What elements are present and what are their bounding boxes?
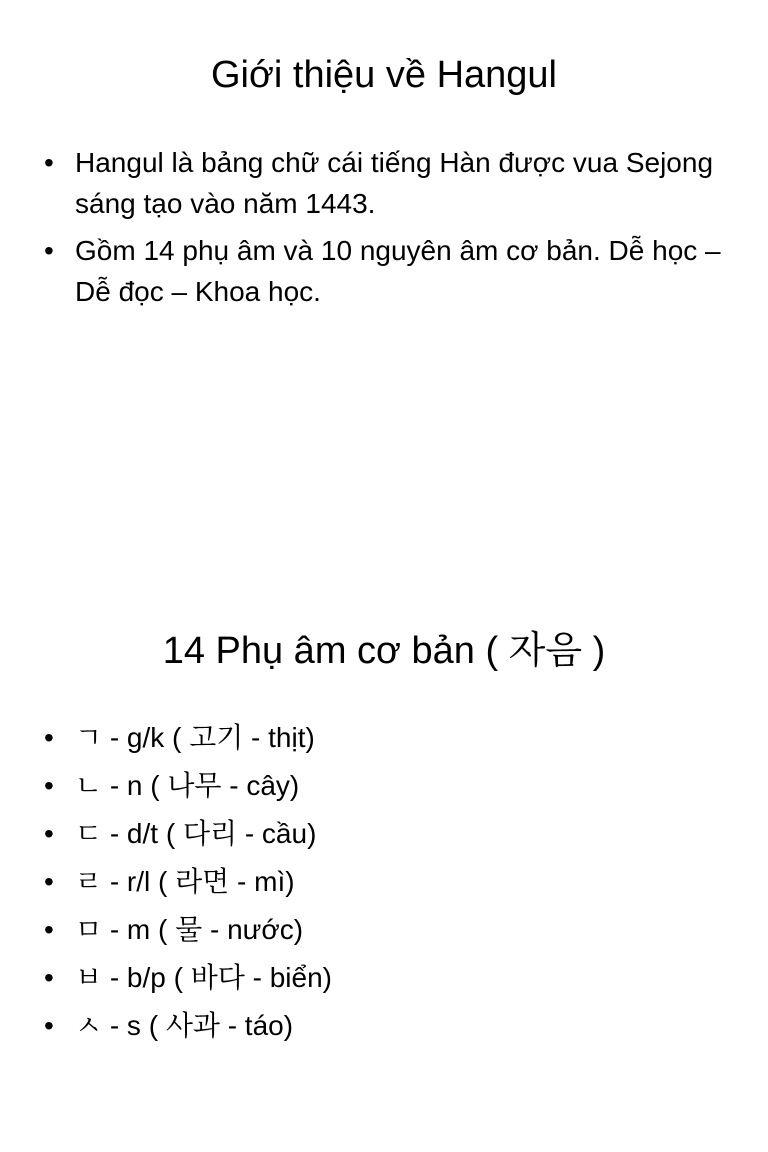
list-item: • Gồm 14 phụ âm và 10 nguyên âm cơ bản. Dễ học – Dễ đọc – Khoa học. <box>44 230 724 312</box>
list-item: • ㄹ - r/l ( 라면 - mì) <box>44 858 724 906</box>
list-item: • ㅅ - s ( 사과 - táo) <box>44 1002 724 1050</box>
list-item: • Hangul là bảng chữ cái tiếng Hàn được vua Sejong sáng tạo vào năm 1443. <box>44 142 724 224</box>
list-item: • ㅁ - m ( 물 - nước) <box>44 906 724 954</box>
bullet-list <box>44 142 724 318</box>
list-item: • ㅂ - b/p ( 바다 - biển) <box>44 954 724 1002</box>
slide-title: 14 Phụ âm cơ bản ( 자음 ) <box>162 630 606 672</box>
list-item: • ㄴ - n ( 나무 - cây) <box>44 762 724 810</box>
slide-title: Giới thiệu về Hangul <box>211 54 557 96</box>
list-item: • ㄱ - g/k ( 고기 - thịt) <box>44 714 724 762</box>
slide-consonants <box>0 576 768 1152</box>
list-item: • ㄷ - d/t ( 다리 - cầu) <box>44 810 724 858</box>
bullet-list <box>44 714 724 1050</box>
